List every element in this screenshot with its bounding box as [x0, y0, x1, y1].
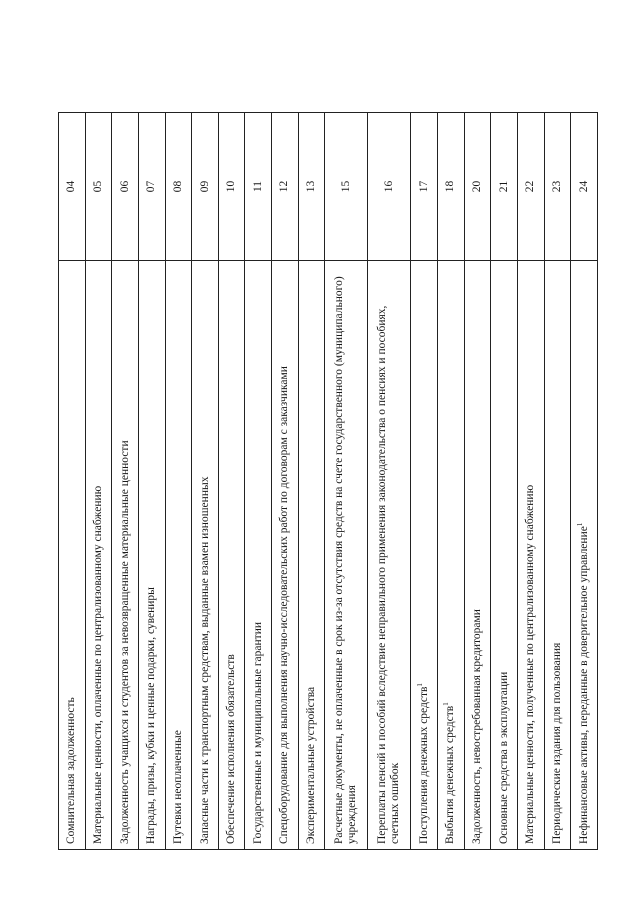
account-code-cell: [218, 113, 245, 261]
table-row: [85, 113, 112, 850]
account-name-cell: [272, 261, 299, 850]
table-row: [464, 113, 491, 850]
table-row: [368, 113, 411, 850]
account-name: Основные средства в эксплуатации: [497, 671, 510, 844]
table-container: [58, 135, 598, 850]
account-name-cell: [218, 261, 245, 850]
account-code: 18: [444, 180, 457, 193]
account-name-cell: [438, 261, 465, 850]
account-code: 20: [471, 180, 484, 193]
account-code: 16: [382, 180, 395, 193]
account-name: Выбытия денежных средств: [444, 705, 457, 844]
footnote-marker: 1: [415, 683, 424, 687]
account-code: 07: [145, 180, 158, 193]
account-code: 15: [339, 180, 352, 193]
account-name: Материальные ценности, оплаченные по централизованному снабжению: [91, 485, 104, 844]
account-name-cell: [59, 261, 86, 850]
account-code-cell: [411, 113, 438, 261]
account-name-cell: [325, 261, 368, 850]
account-code-cell: [368, 113, 411, 261]
footnote-marker: 1: [442, 702, 451, 706]
account-name: Запасные части к транспортным средствам, выданные взамен изношенных: [198, 476, 211, 844]
account-code: 17: [417, 180, 430, 193]
account-code: 11: [251, 180, 264, 193]
account-code: 09: [198, 180, 211, 193]
account-code-cell: [165, 113, 192, 261]
table-row: [245, 113, 272, 850]
table-row: [544, 113, 571, 850]
table-row: [165, 113, 192, 850]
account-code-cell: [298, 113, 325, 261]
account-code-cell: [438, 113, 465, 261]
account-code-cell: [464, 113, 491, 261]
account-name: Задолженность, невостребованная кредиторами: [471, 609, 484, 844]
account-code-cell: [571, 113, 598, 261]
account-name-cell: [112, 261, 139, 850]
table-row: [272, 113, 299, 850]
account-name-cell: [518, 261, 545, 850]
account-name-cell: [464, 261, 491, 850]
account-code: 13: [305, 180, 318, 193]
account-name: Экспериментальные устройства: [305, 686, 318, 844]
account-name-cell: [245, 261, 272, 850]
account-code-cell: [85, 113, 112, 261]
account-code: 22: [524, 180, 537, 193]
table-row: [438, 113, 465, 850]
account-code-cell: [518, 113, 545, 261]
table-row: [571, 113, 598, 850]
account-name: Поступления денежных средств: [417, 686, 430, 844]
account-code-cell: [272, 113, 299, 261]
account-code: 12: [278, 180, 291, 193]
table-row: [518, 113, 545, 850]
account-code: 06: [118, 180, 131, 193]
account-code: 24: [577, 180, 590, 193]
table-row: [138, 113, 165, 850]
table-row: [59, 113, 86, 850]
account-name-cell: [298, 261, 325, 850]
account-code-cell: [138, 113, 165, 261]
table-row: [411, 113, 438, 850]
account-name: Материальные ценности, полученные по централизованному снабжению: [524, 484, 537, 844]
account-code-cell: [245, 113, 272, 261]
account-name: Награды, призы, кубки и ценные подарки, сувениры: [145, 587, 158, 844]
account-name: Задолженность учащихся и студентов за невозвращенные материальные ценности: [118, 440, 131, 844]
table-row: [491, 113, 518, 850]
account-code-cell: [544, 113, 571, 261]
table-row: [112, 113, 139, 850]
account-name: Нефинансовые активы, переданные в доверительное управление: [577, 526, 590, 844]
account-name-cell: [368, 261, 411, 850]
account-code-cell: [325, 113, 368, 261]
account-name: Переплаты пенсий и пособий вследствие неправильного применения законодательства о пенсиях и пособиях, счетных ошибок: [376, 305, 402, 844]
account-code-cell: [491, 113, 518, 261]
account-name-cell: [138, 261, 165, 850]
account-code-cell: [112, 113, 139, 261]
table-row: [218, 113, 245, 850]
account-name-cell: [85, 261, 112, 850]
table-row: [192, 113, 219, 850]
account-code: 23: [550, 180, 563, 193]
account-code-cell: [192, 113, 219, 261]
account-name-cell: [544, 261, 571, 850]
account-name: Спецоборудование для выполнения научно-исследовательских работ по договорам с заказчиками: [278, 366, 291, 844]
account-code: 04: [65, 180, 78, 193]
account-name: Расчетные документы, не оплаченные в срок из-за отсутствия средств на счете государственного (муниципального) учреждения: [333, 276, 359, 844]
account-name-cell: [165, 261, 192, 850]
table-row: [325, 113, 368, 850]
account-code: 10: [225, 180, 238, 193]
account-name-cell: [491, 261, 518, 850]
account-name: Обеспечение исполнения обязательств: [225, 654, 238, 844]
account-code: 08: [171, 180, 184, 193]
footnote-marker: 1: [575, 522, 584, 527]
table-row: [298, 113, 325, 850]
account-name: Сомнительная задолженность: [65, 697, 78, 844]
account-name-cell: [571, 261, 598, 850]
account-name: Путевки неоплаченные: [171, 730, 184, 844]
account-code: 05: [91, 180, 104, 193]
account-name-cell: [411, 261, 438, 850]
account-name-cell: [192, 261, 219, 850]
off-balance-accounts-table: [58, 112, 598, 850]
account-name: Государственные и муниципальные гарантии: [251, 621, 264, 844]
account-name: Периодические издания для пользования: [550, 642, 563, 844]
account-code-cell: [59, 113, 86, 261]
account-code: 21: [497, 180, 510, 193]
